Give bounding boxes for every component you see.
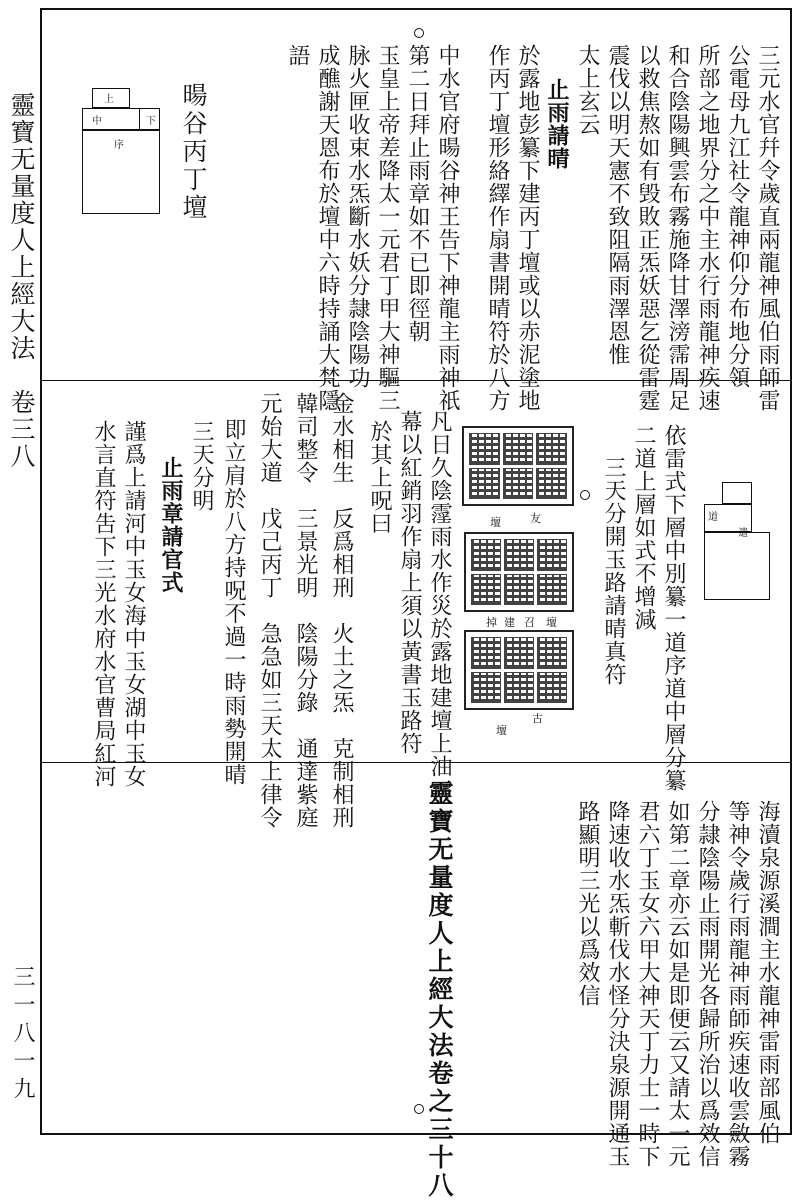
bottom-column-7: 路顯明三光以爲效信: [575, 800, 600, 1007]
seal-label-4: 建: [504, 616, 515, 629]
middle-right-column-3: 三天分開玉路請晴真符: [601, 456, 626, 686]
seal-label-5: 召: [524, 616, 535, 629]
diagram-mid-label-1: 道: [708, 512, 718, 523]
middle-left-column-8: 三天分明: [189, 420, 214, 512]
talisman-seal-2: [464, 532, 574, 612]
middle-right-column-2: 二道上層如式不增減: [631, 424, 656, 631]
top-column-10: 作丙丁壇形絡繹作扇書開晴符於八方: [485, 44, 510, 412]
middle-heading-petition: 止雨章請官式: [158, 456, 184, 594]
volume-end-title: 靈寶无量度人上經大法卷之三十八: [425, 780, 454, 1200]
top-column-5: 以救焦熬如有毁敗正炁妖惡乞從雷霆: [635, 44, 660, 412]
seal-label-8: 壇: [496, 724, 507, 737]
diagram-cell-upper: 上: [104, 94, 114, 105]
altar-diagram-label: 暘谷丙丁壇: [179, 82, 208, 222]
bottom-column-6: 降速收水炁斬伐水怪分決泉源開通玉: [605, 800, 630, 1168]
top-heading-stop-rain: 止雨請晴: [544, 78, 570, 170]
top-column-4: 和合陰陽興雲布霧施降甘澤滂霈周足: [665, 44, 690, 412]
bottom-column-5: 君六丁玉女六甲大神天丁力士一時下: [635, 800, 660, 1168]
top-column-6: 震伐以明天憲不致阻隔雨澤恩惟: [605, 44, 630, 366]
middle-left-column-11: 水言直符吿下三光水府水官曹局紅河: [91, 420, 116, 788]
bottom-column-2: 等神令歲行雨龍神雨師疾速收雲斂霧: [725, 800, 750, 1168]
middle-left-column-6: 元始大道 戊己丙丁 急急如三天太上律令: [257, 392, 282, 829]
seal-label-7: 古: [532, 712, 543, 725]
circle-mark-middle: [580, 490, 590, 500]
diagram-cell-lower: 下: [146, 116, 156, 127]
top-column-16: 語: [285, 44, 310, 67]
bottom-column-1: 海瀆泉源溪澗主水龍神雷雨部風伯: [755, 800, 780, 1145]
middle-right-column-1: 依雷式下層中別纂一道序道中層分纂: [661, 424, 686, 792]
circle-mark-top: [414, 28, 424, 38]
middle-left-column-4: 金水相生 反爲相刑 火土之炁 克制相刑: [329, 392, 354, 829]
middle-left-column-7: 即立肩於八方持呪不過一時雨勢開晴: [221, 418, 246, 786]
middle-left-column-5: 韓司整令 三景光明 陰陽分錄 通達紫庭: [293, 392, 318, 829]
diagram-mid-label-2: 遣: [738, 528, 748, 539]
middle-left-column-3: 於其上呪曰: [367, 420, 392, 535]
middle-left-column-10: 謹爲上請河中玉女海中玉女湖中玉女: [121, 420, 146, 788]
top-column-12: 第二日拜止雨章如不已即徑朝: [405, 44, 430, 343]
seal-label-2: 壇: [490, 516, 501, 529]
talisman-seal-1: [462, 426, 574, 506]
talisman-seal-3: [464, 630, 574, 710]
top-column-3: 所部之地界分之中主水行雨龍神疾速: [695, 44, 720, 412]
seal-label-3: 掉: [486, 616, 497, 629]
top-column-1: 三元水官幷令歲直兩龍神風伯雨師雷: [755, 44, 780, 412]
seal-label-1: 友: [530, 512, 541, 525]
diagram-cell-order: 序: [114, 140, 124, 151]
top-column-14: 脉火匣收束水炁斷水妖分隷陰陽功: [345, 44, 370, 389]
bottom-column-4: 如第二章亦云如是即便云又請太一元: [665, 800, 690, 1168]
top-column-7: 太上玄云: [575, 44, 600, 136]
bottom-column-3: 分隷陰陽止雨開光各歸所治以爲效信: [695, 800, 720, 1168]
middle-left-column-1: 凡日久陰霪雨水作災於露地建壇上油: [427, 410, 452, 778]
middle-left-column-2: 幕以紅銷羽作扇上須以黃書玉路符: [397, 410, 422, 755]
circle-mark-bottom: [414, 1104, 424, 1114]
margin-page-number: 三一八一九: [10, 965, 35, 1105]
top-column-2: 公電母九江社令龍神仰分布地分領: [725, 44, 750, 389]
top-column-11: 中水官府暘谷神王告下神龍主雨神祇: [435, 44, 460, 412]
top-column-13: 玉皇上帝差降太一元君丁甲大神驅三: [375, 44, 400, 412]
top-column-15: 成醮謝天恩布於壇中六時持誦大梵隱: [315, 44, 340, 412]
top-column-9: 於露地彭纂下建丙丁壇或以赤泥塗地: [515, 44, 540, 412]
seal-label-6: 壇: [546, 616, 557, 629]
diagram-cell-middle: 中: [92, 116, 102, 127]
margin-book-title: 靈寶无量度人上經大法 卷三八: [7, 92, 36, 470]
